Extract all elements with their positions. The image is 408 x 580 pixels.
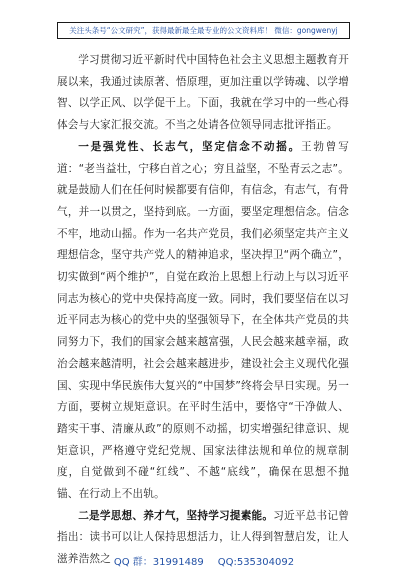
section-one-text: 王勃曾写道：“老当益壮，宁移白首之心；穷且益坚，不坠青云之志”。就是鼓励人们在任何时候都要有信仰，有信念，有志气，有骨气，并一以贯之，坚持到底。一方面，要坚定理想信念。信念不牢，地动山摇。作为一名共产党员，我们必须坚定共产主义理想信念，坚守共产党人的精神追求，坚决捍卫“两个确立”，切实做到“两个维护”，自觉在政治上思想上行动上与以习近平同志为核心的党中央保持高度一致。同时，我们要坚信在以习近平同志为核心的党中央的坚强领导下，在全体共产党员的共同努力下，我们的国家会越来越富强，人民会越来越幸福，政治会越来越清明，社会会越来越进步，建设社会主义现代化强国、实现中华民族伟大复兴的“中国梦”终将会早日实现。另一方面，要树立规矩意识。在平时生活中，要恪守“干净做人、踏实干事、清廉从政”的原则不动摇，切实增强纪律意识、规矩意识，严格遵守党纪党规、国家法律法规和单位的规章制度，自觉做到不碰“红线”、不越“底线”，确保在思想不抛锚、在行动上不出轨。 — [57, 140, 350, 501]
header-banner: 关注头条号“公文研究”，获得最新最全最专业的公文资料库！ 微信：gongwenyj — [57, 22, 350, 39]
footer-qq-group: QQ 群：31991489 — [113, 557, 204, 568]
paragraph-text: 学习贯彻习近平新时代中国特色社会主义思想主题教育开展以来，我通过读原著、悟原理，更加注重以学铸魂、以学增智、以学正风、以学促干上。下面，我就在学习中的一些心得体会与大家汇报交流。不当之处请各位领导同志批评指正。 — [57, 54, 349, 132]
footer-qq: QQ:535304092 — [217, 557, 295, 568]
footer-contact — [0, 553, 408, 568]
section-one-heading: 一是强党性、长志气，坚定信念不动摇。 — [78, 140, 302, 153]
intro-paragraph — [57, 50, 349, 137]
section-two-heading: 二是学思想、养才气，坚持学习提素能。 — [78, 509, 274, 522]
document-body — [57, 50, 349, 571]
section-two-text: 习近平总书记曾指出：读书可以让人保持思想活力，让人得到智慧启发，让人滋养浩然之 — [57, 509, 349, 566]
section-one-paragraph — [57, 137, 349, 506]
